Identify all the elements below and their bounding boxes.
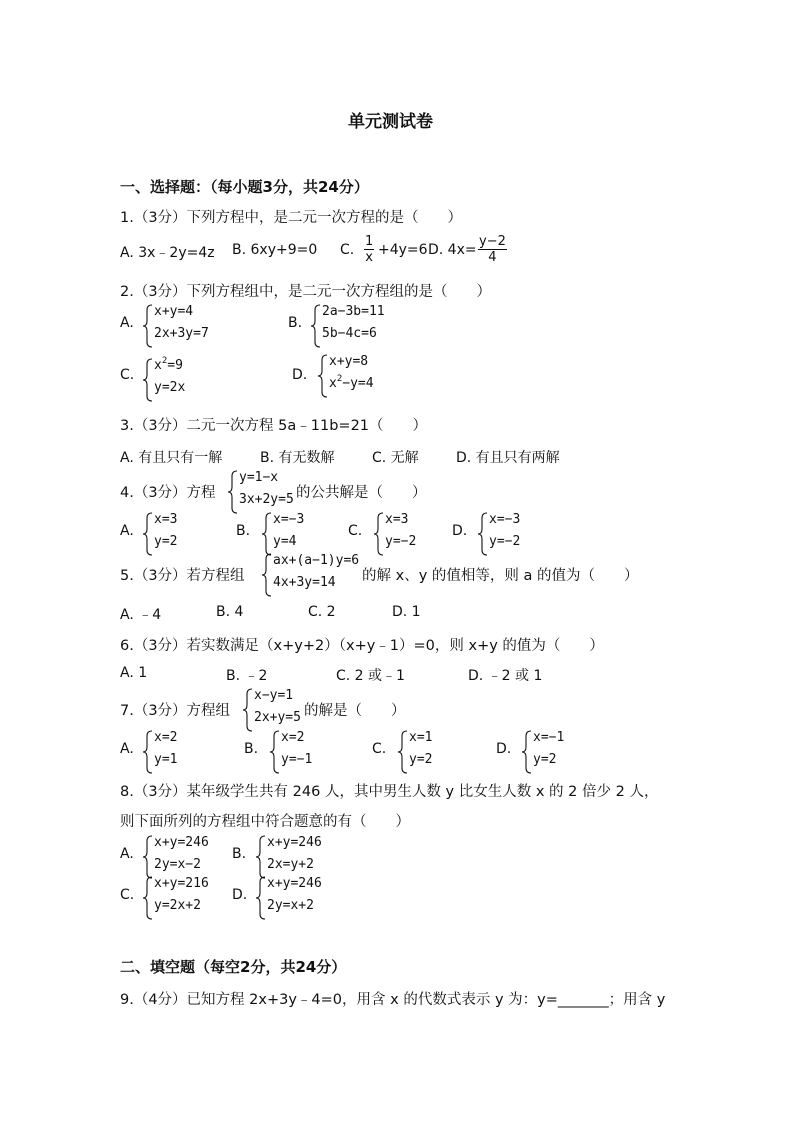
question-3-stem: 3.（3分）二元一次方程 5a﹣11b=21（ ） [120,418,428,434]
question-5-suffix: 的解 x、y 的值相等，则 a 的值为（ ） [362,568,639,584]
q9-answer-blank[interactable]: _______ [557,992,609,1008]
q1-option-c-fraction: $\frac{1}{x}$ [365,234,374,265]
page-title: 单元测试卷 [348,112,433,132]
q7-option-c-label: C. [372,741,387,757]
q2-option-b-label: B. [288,315,303,331]
q1-option-d-fraction: $\frac{y-2}{4}$ [479,234,506,265]
question-5-prefix: 5.（3分）若方程组 [120,568,245,584]
q6-option-b: B. ﹣2 [226,668,268,684]
question-7-suffix: 的解是（ ） [304,703,406,719]
q5-option-a: A. ﹣4 [120,607,162,623]
question-7-prefix: 7.（3分）方程组 [120,703,231,719]
q5-option-c: C. 2 [308,604,336,620]
section-2-heading: 二、填空题（每空2分，共24分） [120,958,347,976]
question-4-suffix: 的公共解是（ ） [296,485,427,501]
q1-option-b: B. 6xy+9=0 [232,242,318,258]
question-9-stem: 9.（4分）已知方程 2x+3y﹣4=0，用含 x 的代数式表示 y 为：y=_______；用含 y [120,992,666,1008]
q1-option-d-label: D. 4x= [428,242,477,258]
q5-option-b: B. 4 [216,604,244,620]
q6-option-a: A. 1 [120,665,148,681]
q2-option-c-label: C. [120,367,135,383]
q4-option-b-label: B. [236,523,251,539]
q4-option-d-label: D. [452,523,468,539]
q8-option-b-label: B. [232,846,247,862]
q8-option-d-label: D. [232,887,248,903]
q2-option-a-label: A. [120,315,134,331]
q2-option-d-label: D. [292,367,308,383]
q4-option-c-label: C. [348,523,363,539]
q8-option-a-label: A. [120,846,134,862]
question-4-prefix: 4.（3分）方程 [120,485,216,501]
q3-option-d: D. 有且只有两解 [456,450,560,466]
q8-option-c-label: C. [120,887,135,903]
q1-option-a: A. 3x﹣2y=4z [120,245,215,261]
q1-option-c-label: C. [340,242,355,258]
q4-option-a-label: A. [120,523,134,539]
q6-option-d: D. ﹣2 或 1 [468,668,543,684]
q7-option-a-label: A. [120,741,134,757]
q3-option-b: B. 有无数解 [260,450,335,466]
q1-option-c-tail: +4y=6 [378,242,428,258]
question-2-stem: 2.（3分）下列方程组中，是二元一次方程组的是（ ） [120,284,492,300]
q6-option-c: C. 2 或﹣1 [336,668,405,684]
question-6-stem: 6.（3分）若实数满足（x+y+2）（x+y﹣1）=0，则 x+y 的值为（ ） [120,638,604,654]
section-1-heading: 一、选择题：（每小题3分，共24分） [120,178,369,196]
q5-option-d: D. 1 [392,604,421,620]
q3-option-c: C. 无解 [372,450,419,466]
q7-option-d-label: D. [496,741,512,757]
page: 单元测试卷 一、选择题：（每小题3分，共24分） 1.（3分）下列方程中，是二元一次方程的是（ ） A. 3x﹣2y=4z B. 6xy+9=0 C. $\frac{1}{x}$ +4y=6 D. 4x= $\frac{y-2}{4}$ 2.（3分）下列方程组中，是二元一次方程组的是（ ） A. x+y=4 2x+3y=7 B. 2a−3b=11 5b−4c=6 C. $x^2=9$ y=2x D. x+y=8 $x^2-y=4$ 3.（3分）二元一次方程 5a﹣11b=21（ ） A. 有且只有一解 B. 有无数解 C. 无解 D. 有且只有两解 4.（3分）方程 y=1−x 3x+2y=5 的公共解是（ ） A. x=3 y=2 B. x=−3 y=4 C. x=3 y=−2 D. x=−3 y=−2 5.（3分）若方程组 ax+(a−1)y=6 4x+3y=14 的解 x、y 的值相等，则 a 的值为（ ） A. ﹣4 B. 4 C. 2 D. 1 6.（3分）若实数满足（x+y+2）（x+y﹣1）=0，则 x+y 的值为（ ） A. 1 B. ﹣2 C. 2 或﹣1 D. ﹣2 或 1 7.（3分）方程组 x−y=1 2x+y=5 的解是（ ） A. x=2 y=1 B. x=2 y=−1 C. x=1 y=2 D. x=−1 y=2 8.（3分）某年级学生共有 246 人，其中男生人数 y 比女生人数 x 的 2 倍少 2 人， 则下面所列的方程组中符合题意的有（ ） A. x+y=246 2y=x−2 B. x+y=246 2x=y+2 C. x+y=216 y=2x+2 D. x+y=246 2y=x+2 二、填空题（每空2分，共24分） 9.（4分）已知方程 2x+3y﹣4=0，用含 x 的代数式表示 y 为：y=_______；用含 y [0,0,794,1123]
q3-option-a: A. 有且只有一解 [120,450,223,466]
question-1-stem: 1.（3分）下列方程中，是二元一次方程的是（ ） [120,210,463,226]
question-8-line-1: 8.（3分）某年级学生共有 246 人，其中男生人数 y 比女生人数 x 的 2 倍少 2 人， [120,784,659,800]
question-8-line-2: 则下面所列的方程组中符合题意的有（ ） [120,814,410,830]
q7-option-b-label: B. [244,741,259,757]
